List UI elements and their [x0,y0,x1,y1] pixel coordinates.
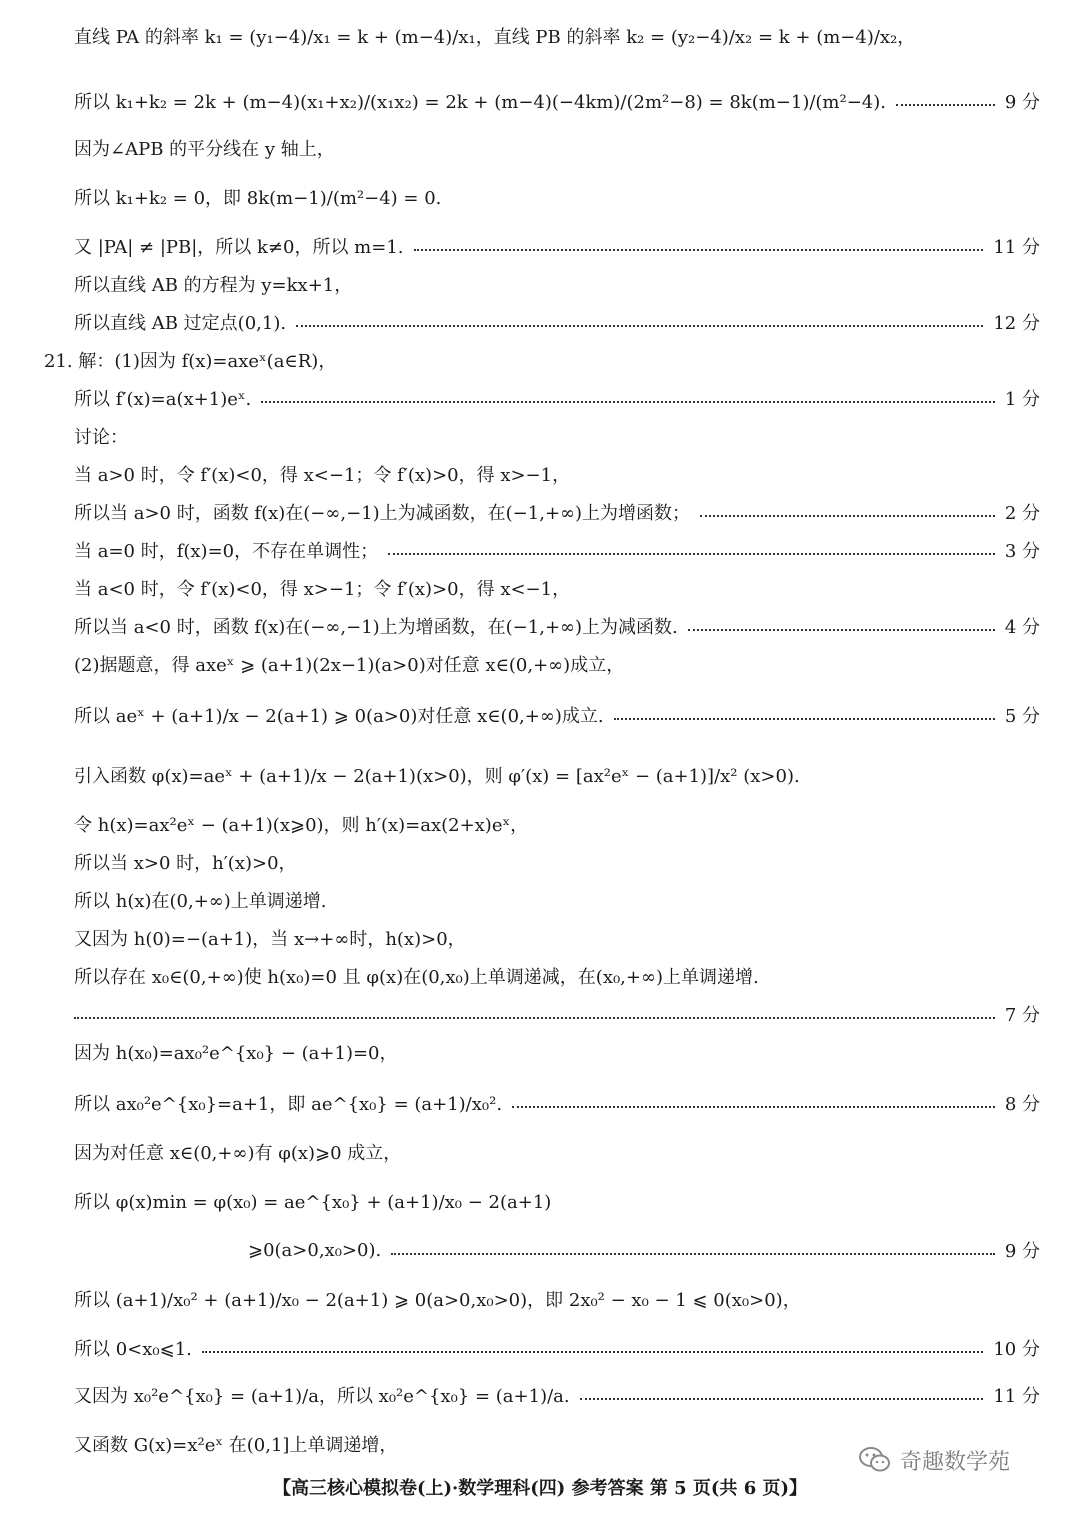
dotted-leader [74,1017,995,1019]
solution-line: 所以存在 x₀∈(0,+∞)使 h(x₀)=0 且 φ(x)在(0,x₀)上单调递减，在(x₀,+∞)上单调递增. [74,967,759,988]
score-mark: 10 分 [993,1339,1040,1360]
dotted-leader [261,401,995,403]
score-mark: 11 分 [993,237,1040,258]
solution-line: 所以直线 AB 过定点(0,1). 12 分 [74,300,1040,344]
score-mark: 1 分 [1004,389,1040,410]
solution-line: 所以当 a>0 时，函数 f(x)在(−∞,−1)上为减函数，在(−1,+∞)上为增函数； 2 分 [74,490,1040,534]
dotted-leader [296,325,983,327]
dotted-leader [700,515,995,517]
solution-line: 又 |PA| ≠ |PB|，所以 k≠0，所以 m=1. 11 分 [74,224,1040,268]
solution-line: 又因为 h(0)=−(a+1)，当 x→+∞时，h(x)>0， [74,929,466,950]
dotted-leader [202,1351,983,1353]
solution-line: 所以当 x>0 时，h′(x)>0， [74,853,297,874]
solution-line: 所以 (a+1)/x₀² + (a+1)/x₀ − 2(a+1) ⩾ 0(a>0,x₀>0)，即 2x₀² − x₀ − 1 ⩽ 0(x₀>0)， [74,1290,801,1311]
solution-line: 因为 h(x₀)=ax₀²e^{x₀} − (a+1)=0， [74,1043,398,1064]
solution-line: 因为∠APB 的平分线在 y 轴上， [74,139,335,160]
dotted-leader [388,553,995,555]
solution-line: 当 a>0 时，令 f′(x)<0，得 x<−1；令 f′(x)>0，得 x>−1， [74,465,571,486]
solution-line: 所以当 a<0 时，函数 f(x)在(−∞,−1)上为增函数，在(−1,+∞)上为减函数. 4 分 [74,604,1040,648]
score-mark: 9 分 [1004,92,1040,113]
score-mark: 7 分 [1004,1005,1040,1026]
solution-line: 因为对任意 x∈(0,+∞)有 φ(x)⩾0 成立， [74,1143,402,1164]
score-mark: 12 分 [993,313,1040,334]
score-mark: 11 分 [993,1386,1040,1407]
score-mark: 9 分 [1004,1241,1040,1262]
solution-line: (2)据题意，得 axeˣ ⩾ (a+1)(2x−1)(a>0)对任意 x∈(0,+∞)成立， [74,655,625,676]
dotted-leader [391,1253,995,1255]
dotted-leader [688,629,995,631]
solution-line: 讨论： [74,427,128,448]
wechat-icon [858,1445,892,1475]
dotted-leader [580,1398,984,1400]
solution-line: 当 a<0 时，令 f′(x)<0，得 x>−1；令 f′(x)>0，得 x<−1， [74,579,571,600]
score-mark: 8 分 [1004,1094,1040,1115]
solution-line: 所以 aeˣ + (a+1)/x − 2(a+1) ⩾ 0(a>0)对任意 x∈(0,+∞)成立. 5 分 [74,684,1040,746]
dotted-leader [896,104,995,106]
score-mark: 2 分 [1004,503,1040,524]
score-mark: 4 分 [1004,617,1040,638]
dotted-leader [614,718,995,720]
solution-line: 21. 解：(1)因为 f(x)=axeˣ(a∈R)， [44,351,337,372]
solution-line: 又因为 x₀²e^{x₀} = (a+1)/a，所以 x₀²e^{x₀} = (a+1)/a. 11 分 [74,1364,1040,1426]
solution-line: 所以 h(x)在(0,+∞)上单调递增. [74,891,327,912]
score-mark: 3 分 [1004,541,1040,562]
solution-line: 所以 φ(x)min = φ(x₀) = ae^{x₀} + (a+1)/x₀ − 2(a+1) [74,1192,552,1213]
solution-line: 所以 0<x₀⩽1. 10 分 [74,1326,1040,1370]
solution-line: 引入函数 φ(x)=aeˣ + (a+1)/x − 2(a+1)(x>0)，则 φ′(x) = [ax²eˣ − (a+1)]/x² (x>0). [74,766,800,787]
solution-line: 又函数 G(x)=x²eˣ 在(0,1]上单调递增， [74,1435,398,1456]
solution-line: 所以 f′(x)=a(x+1)eˣ. 1 分 [74,376,1040,420]
solution-line: 所以 k₁+k₂ = 2k + (m−4)(x₁+x₂)/(x₁x₂) = 2k + (m−4)(−4km)/(2m²−8) = 8k(m−1)/(m²−4). 9 分 [74,70,1040,132]
score-mark: 5 分 [1004,706,1040,727]
solution-line: 所以 ax₀²e^{x₀}=a+1，即 ae^{x₀} = (a+1)/x₀². 8 分 [74,1072,1040,1134]
dotted-leader [414,249,984,251]
dotted-leader [512,1106,995,1108]
solution-line: 所以 k₁+k₂ = 0，即 8k(m−1)/(m²−4) = 0. [74,188,442,209]
watermark-text: 奇趣数学苑 [900,1449,1011,1475]
solution-line: 令 h(x)=ax²eˣ − (a+1)(x⩾0)，则 h′(x)=ax(2+x)eˣ， [74,815,529,836]
solution-line: 所以直线 AB 的方程为 y=kx+1， [74,275,353,296]
solution-line: 直线 PA 的斜率 k₁ = (y₁−4)/x₁ = k + (m−4)/x₁，直线 PB 的斜率 k₂ = (y₂−4)/x₂ = k + (m−4)/x₂， [74,27,916,48]
solution-line: 当 a=0 时，f(x)=0，不存在单调性； 3 分 [74,528,1040,572]
page-footer: 【高三核心模拟卷(上)·数学理科(四) 参考答案 第 5 页(共 6 页)】 [272,1478,807,1499]
solution-line: ⩾0(a>0,x₀>0). 9 分 [248,1228,1040,1272]
